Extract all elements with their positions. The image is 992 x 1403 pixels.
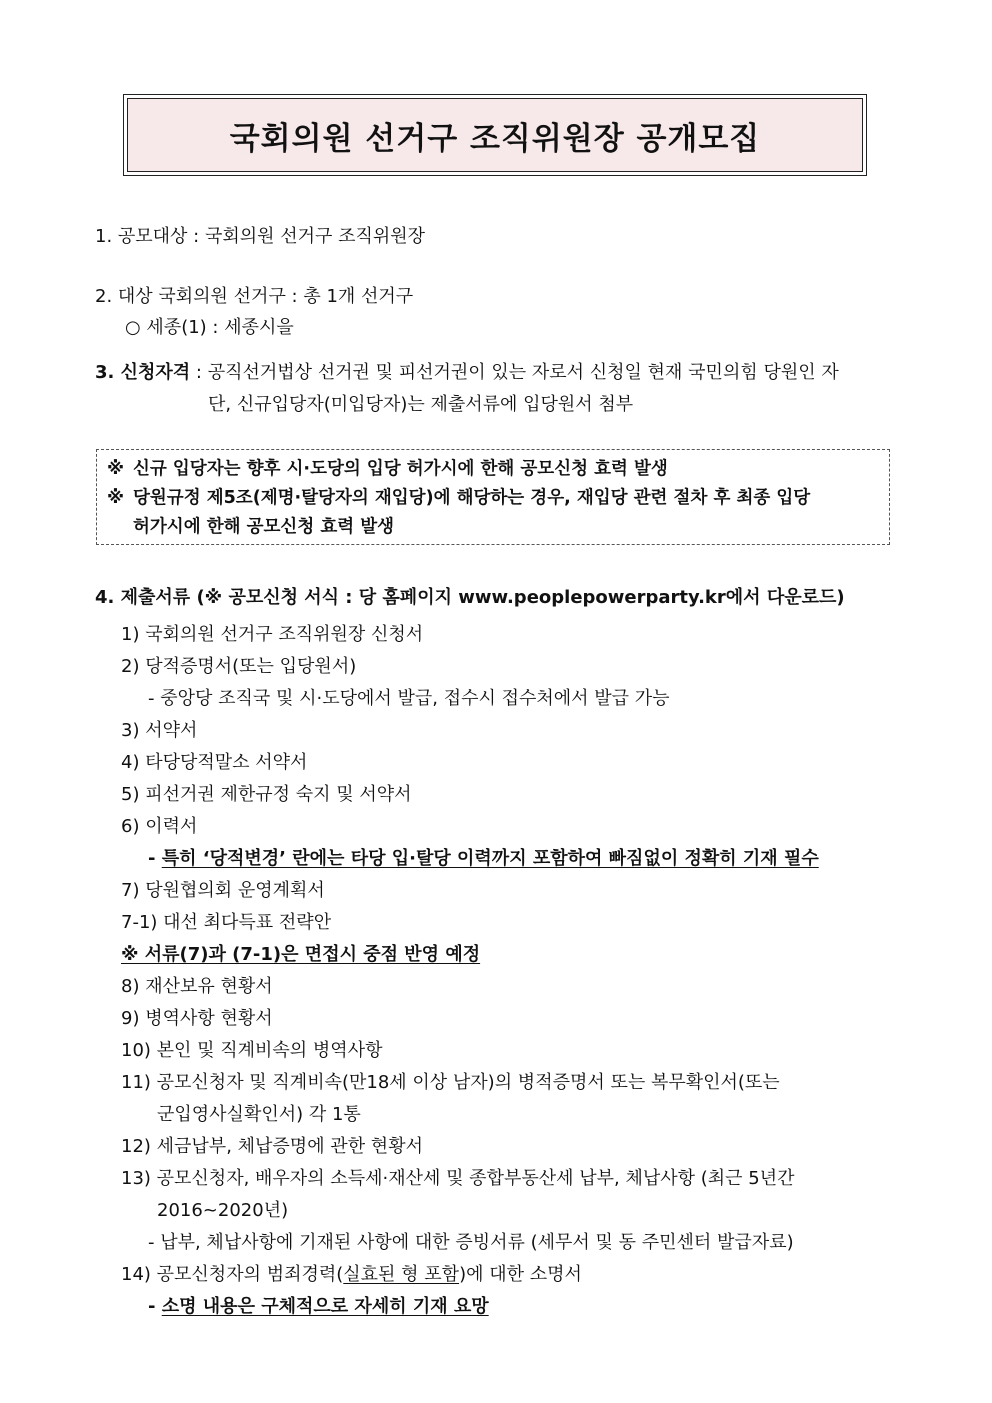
- title-box: [123, 94, 867, 176]
- notice-line-3: 허가시에 한해 공모신청 효력 발생: [133, 517, 395, 537]
- section-3-eligibility: [95, 361, 839, 385]
- doc-item-10: 10) 본인 및 직계비속의 병역사항: [121, 1040, 383, 1061]
- doc-item-12: 12) 세금납부, 체납증명에 관한 현황서: [121, 1136, 423, 1157]
- doc-item-13-sub: - 납부, 체납사항에 기재된 사항에 대한 증빙서류 (세무서 및 동 주민센터 발급자료): [148, 1232, 794, 1253]
- doc-item-13-cont: 2016~2020년): [157, 1200, 289, 1221]
- section-2-district: 2. 대상 국회의원 선거구 : 총 1개 선거구: [95, 286, 414, 307]
- doc-item-1: 1) 국회의원 선거구 조직위원장 신청서: [121, 624, 424, 645]
- doc-item-11: 11) 공모신청자 및 직계비속(만18세 이상 남자)의 병적증명서 또는 복무확인서(또는: [121, 1072, 780, 1093]
- doc-item-13: 13) 공모신청자, 배우자의 소득세·재산세 및 종합부동산세 납부, 체납사항 (최근 5년간: [121, 1168, 795, 1189]
- section-3-text: : 공직선거법상 선거권 및 피선거권이 있는 자로서 신청일 현재 국민의힘 당원인 자: [190, 362, 839, 383]
- reference-mark: ※: [107, 488, 125, 508]
- doc-item-14-sub: - 소명 내용은 구체적으로 자세히 기재 요망: [148, 1296, 489, 1317]
- doc-item-7-1: 7-1) 대선 최다득표 전략안: [121, 912, 332, 933]
- doc-item-9: 9) 병역사항 현황서: [121, 1008, 273, 1029]
- doc-item-4: 4) 타당당적말소 서약서: [121, 752, 308, 773]
- section-2-item: ○ 세종(1) : 세종시을: [125, 317, 294, 338]
- doc-item-8: 8) 재산보유 현황서: [121, 976, 273, 997]
- doc-item-2-sub: - 중앙당 조직국 및 시·도당에서 발급, 접수시 접수처에서 발급 가능: [148, 688, 670, 709]
- doc-item-3: 3) 서약서: [121, 720, 198, 741]
- page-title: 국회의원 선거구 조직위원장 공개모집: [127, 98, 863, 172]
- doc-item-7: 7) 당원협의회 운영계획서: [121, 880, 325, 901]
- section-3-label: 3. 신청자격: [95, 362, 191, 383]
- notice-line-1: ※ 신규 입당자는 향후 시·도당의 입당 허가시에 한해 공모신청 효력 발생: [107, 459, 668, 479]
- reference-mark: ※: [107, 459, 125, 479]
- doc-item-11-cont: 군입영사실확인서) 각 1통: [157, 1104, 361, 1125]
- doc-item-7-note: ※ 서류(7)과 (7-1)은 면접시 중점 반영 예정: [121, 944, 481, 965]
- notice-box: [96, 449, 890, 545]
- doc-item-6: 6) 이력서: [121, 816, 198, 837]
- notice-line-2: ※ 당원규정 제5조(제명·탈당자의 재입당)에 해당하는 경우, 재입당 관련 절차 후 최종 입당: [107, 488, 811, 508]
- doc-item-14: 14) 공모신청자의 범죄경력(실효된 형 포함)에 대한 소명서: [121, 1264, 582, 1285]
- section-1-target: 1. 공모대상 : 국회의원 선거구 조직위원장: [95, 226, 426, 247]
- doc-item-6-sub: - 특히 ‘당적변경’ 란에는 타당 입·탈당 이력까지 포함하여 빠짐없이 정확히 기재 필수: [148, 848, 819, 869]
- doc-item-5: 5) 피선거권 제한규정 숙지 및 서약서: [121, 784, 412, 805]
- section-3-text-cont: 단, 신규입당자(미입당자)는 제출서류에 입당원서 첨부: [208, 394, 634, 415]
- doc-item-2: 2) 당적증명서(또는 입당원서): [121, 656, 357, 677]
- section-4-documents: 4. 제출서류 (※ 공모신청 서식 : 당 홈페이지 www.peoplepowerparty.kr에서 다운로드): [95, 587, 845, 608]
